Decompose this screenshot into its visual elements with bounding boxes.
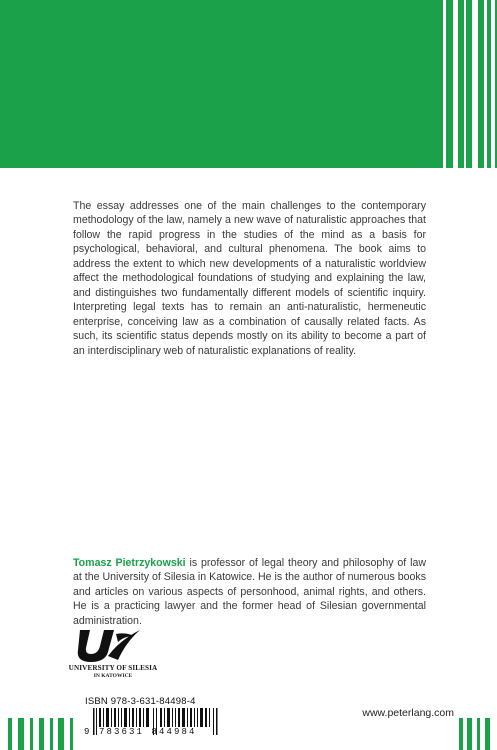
university-location: IN KATOWICE xyxy=(93,673,133,679)
university-logo-icon xyxy=(74,626,144,664)
top-stripes xyxy=(427,0,497,168)
publisher-website: www.peterlang.com xyxy=(362,707,454,719)
bottom-right-stripes xyxy=(455,718,497,750)
bottom-left-stripes xyxy=(0,718,90,750)
book-description: The essay addresses one of the main challenges to the contemporary methodology of the law, namely a new wave of naturalistic approaches that follow the rapid progress in the studies of the mind as a basis for psychological, behavioral, and cultural phenomena. The book aims to address the extent to which new developments of a naturalistic worldview affect the methodological foundations of studying and explaining the law, and distinguishes two fundamentally different models of scientific inquiry. Interpreting legal texts has to remain an anti-naturalistic, hermeneutic enterprise, conceiving law as a combination of causally related facts. As such, its scientific status depends mostly on its ability to become a part of an interdisciplinary web of naturalistic explanations of reality. xyxy=(73,199,426,357)
isbn-label: ISBN 978-3-631-84498-4 xyxy=(85,696,196,707)
university-name: UNIVERSITY OF SILESIA xyxy=(68,664,158,672)
author-name: Tomasz Pietrzykowski xyxy=(73,556,186,569)
author-bio xyxy=(73,556,426,629)
author-bio-text: is professor of legal theory and philosophy of law at the University of Silesia in Katowice. He is the author of numerous books and articles on various aspects of personhood, animal rights, and others. He is a practicing lawyer and the former head of Silesian governmental administration. xyxy=(73,556,426,627)
barcode-digits: 9 783631 844984 xyxy=(84,727,197,737)
top-color-band xyxy=(0,0,497,168)
